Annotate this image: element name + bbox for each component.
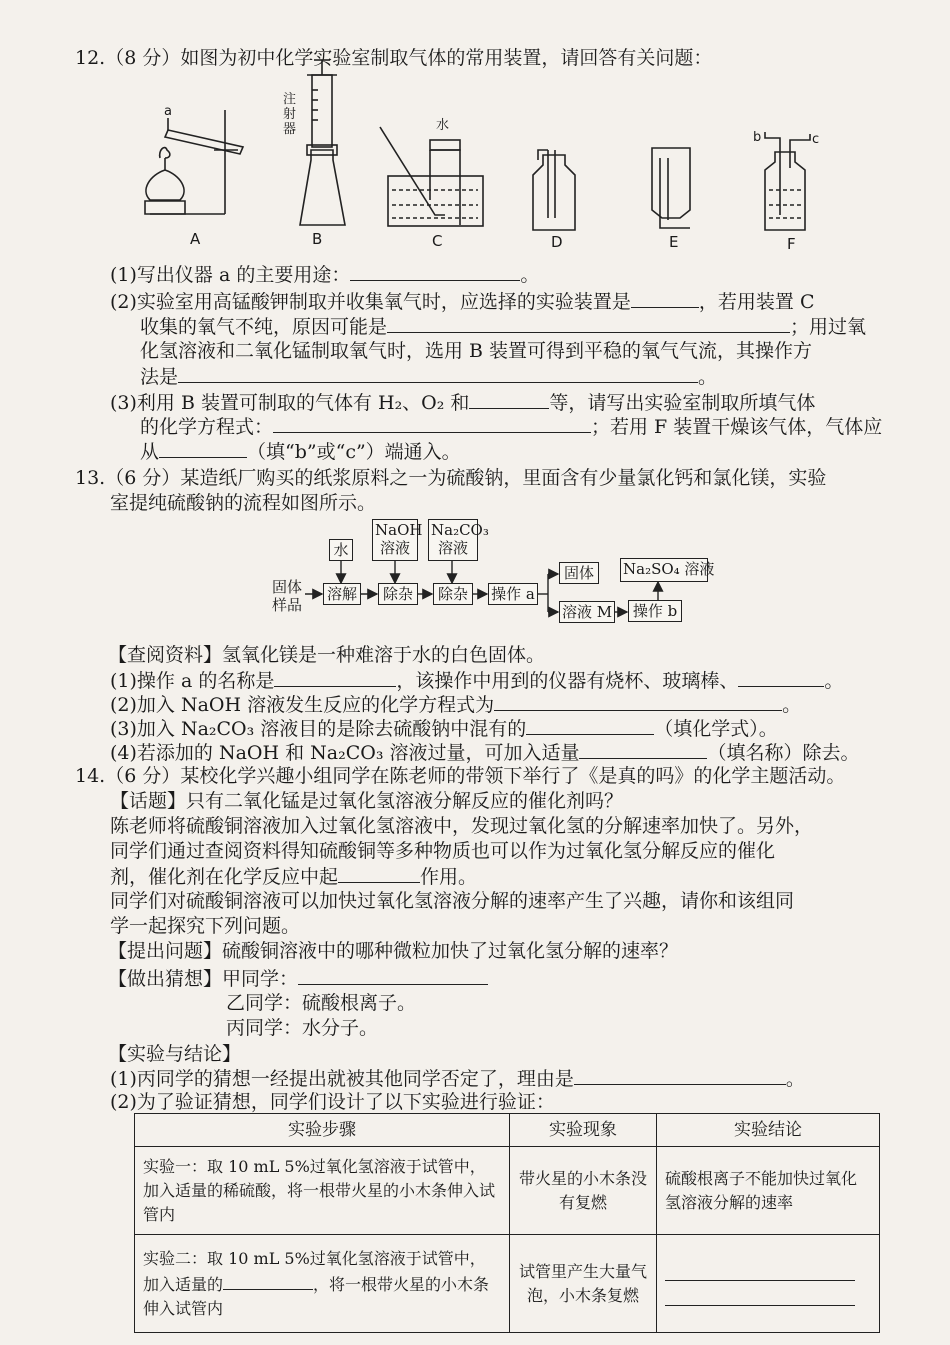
table-cell-phenomenon: 带火星的小木条没有复燃 xyxy=(510,1147,657,1235)
q14-exp-2: (2)为了验证猜想，同学们设计了以下实验进行验证： xyxy=(110,1091,555,1113)
flow-op-b-box: 操作 b xyxy=(628,600,682,622)
q14-exp-1: (1)丙同学的猜想一经提出就被其他同学否定了，理由是 。 xyxy=(110,1068,805,1090)
answer-blank[interactable] xyxy=(298,966,488,985)
table-cell-step: 实验一：取 10 mL 5%过氧化氢溶液于试管中，加入适量的稀硫酸，将一根带火星的小木条伸入试管内 xyxy=(135,1147,510,1235)
answer-blank[interactable] xyxy=(526,716,654,735)
answer-blank[interactable] xyxy=(469,390,549,409)
answer-blank[interactable] xyxy=(159,439,247,458)
flow-na2co3-box: Na₂CO₃溶液 xyxy=(428,519,478,561)
answer-blank[interactable] xyxy=(738,668,824,687)
q14-topic: 【话题】只有二氧化锰是过氧化氢溶液分解反应的催化剂吗？ xyxy=(110,790,624,812)
q12-part2-line3: 化氢溶液和二氧化锰制取氧气时，选用 B 装置可得到平稳的氧气气流，其操作方 xyxy=(140,340,813,362)
flow-na2so4-box: Na₂SO₄ 溶液 xyxy=(620,558,708,582)
port-c-label: c xyxy=(812,132,820,147)
q12-part2-line2: 收集的氧气不纯，原因可能是 ；用过氧 xyxy=(140,316,867,338)
q14-para-line4: 同学们对硫酸铜溶液可以加快过氧化氢溶液分解的速率产生了兴趣，请你和该组同 xyxy=(110,890,795,912)
apparatus-e-label: E xyxy=(669,233,679,251)
answer-blank[interactable] xyxy=(273,414,591,433)
table-header-row xyxy=(135,1114,880,1147)
table-row xyxy=(135,1235,880,1333)
q12-part2: (2)实验室用高锰酸钾制取并收集氧气时，应选择的实验装置是 ，若用装置 C xyxy=(110,291,815,313)
q13-header-line2: 室提纯硫酸钠的流程如图所示。 xyxy=(110,492,377,514)
table-cell-phenomenon: 试管里产生大量气泡，小木条复燃 xyxy=(510,1235,657,1333)
apparatus-b-label: B xyxy=(312,230,323,248)
table-header: 实验结论 xyxy=(657,1114,880,1147)
instrument-a-label: a xyxy=(164,104,172,119)
answer-blank[interactable] xyxy=(387,314,790,333)
apparatus-c-label: C xyxy=(432,232,443,250)
q14-guess-b: 乙同学：硫酸根离子。 xyxy=(226,992,417,1014)
flow-solution-m-box: 溶液 M xyxy=(559,601,615,623)
answer-blank[interactable] xyxy=(274,668,396,687)
apparatus-d-label: D xyxy=(551,233,563,251)
apparatus-f-label: F xyxy=(787,235,796,253)
flow-sample: 固体样品 xyxy=(271,578,302,614)
table-header: 实验步骤 xyxy=(135,1114,510,1147)
flow-naoh-box: NaOH溶液 xyxy=(372,519,418,561)
table-header: 实验现象 xyxy=(510,1114,657,1147)
answer-blank[interactable] xyxy=(574,1066,786,1085)
answer-blank[interactable] xyxy=(631,289,699,308)
q13-part4: (4)若添加的 NaOH 和 Na₂CO₃ 溶液过量，可加入适量 （填名称）除去。 xyxy=(110,742,860,764)
port-b-label: b xyxy=(753,130,762,145)
answer-blank[interactable] xyxy=(350,262,520,281)
table-row xyxy=(135,1147,880,1235)
q14-exp-head: 【实验与结论】 xyxy=(108,1043,242,1065)
answer-blank[interactable] xyxy=(178,364,698,383)
q12-part3-line2: 的化学方程式： ；若用 F 装置干燥该气体，气体应 xyxy=(140,416,883,438)
table-cell-step: 实验二：取 10 mL 5%过氧化氢溶液于试管中，加入适量的 ，将一根带火星的小木条伸入试管内 xyxy=(135,1235,510,1333)
q13-info: 【查阅资料】氢氧化镁是一种难溶于水的白色固体。 xyxy=(108,644,546,666)
apparatus-a-label: A xyxy=(190,230,201,248)
q14-para-line3: 剂，催化剂在化学反应中起 作用。 xyxy=(110,866,478,888)
flow-water-box: 水 xyxy=(329,539,353,561)
answer-blank[interactable] xyxy=(338,864,420,883)
q12-part1: (1)写出仪器 a 的主要用途： 。 xyxy=(110,264,540,286)
flow-solid-box: 固体 xyxy=(559,562,599,584)
q13-part3: (3)加入 Na₂CO₃ 溶液目的是除去硫酸钠中混有的 （填化学式）。 xyxy=(110,718,778,740)
flow-op-a-box: 操作 a xyxy=(488,583,538,605)
q12-part3: (3)利用 B 装置可制取的气体有 H₂、O₂ 和 等，请写出实验室制取所填气体 xyxy=(110,392,816,414)
flow-dissolve-box: 溶解 xyxy=(323,583,361,605)
flow-remove1-box: 除杂 xyxy=(378,583,418,605)
q12-header: 12.（8 分）如图为初中化学实验室制取气体的常用装置，请回答有关问题： xyxy=(75,47,713,69)
flow-remove2-box: 除杂 xyxy=(433,583,473,605)
q13-part2: (2)加入 NaOH 溶液发生反应的化学方程式为 。 xyxy=(110,694,802,716)
answer-blank[interactable] xyxy=(665,1287,855,1306)
q14-question: 【提出问题】硫酸铜溶液中的哪种微粒加快了过氧化氢分解的速率？ xyxy=(108,940,679,962)
q14-guess-a: 【做出猜想】甲同学： xyxy=(108,966,488,991)
syringe-label: 注射器 xyxy=(283,92,297,137)
q13-header: 13.（6 分）某造纸厂购买的纸浆原料之一为硫酸钠，里面含有少量氯化钙和氯化镁，实验 xyxy=(75,467,827,489)
table-cell-conclusion xyxy=(657,1235,880,1333)
q12-part2-line4: 法是 。 xyxy=(140,366,718,388)
q12-part3-line3: 从 （填“b”或“c”）端通入。 xyxy=(140,441,461,463)
answer-blank[interactable] xyxy=(223,1271,313,1290)
q13-part1: (1)操作 a 的名称是 ，该操作中用到的仪器有烧杯、玻璃棒、 。 xyxy=(110,670,844,692)
table-cell-conclusion: 硫酸根离子不能加快过氧化氢溶液分解的速率 xyxy=(657,1147,880,1235)
q14-para-line1: 陈老师将硫酸铜溶液加入过氧化氢溶液中，发现过氧化氢的分解速率加快了。另外， xyxy=(110,815,814,837)
q14-para-line5: 学一起探究下列问题。 xyxy=(110,915,301,937)
answer-blank[interactable] xyxy=(494,692,782,711)
experiment-table xyxy=(134,1113,880,1333)
q14-para-line2: 同学们通过查阅资料得知硫酸铜等多种物质也可以作为过氧化氢分解反应的催化 xyxy=(110,840,776,862)
answer-blank[interactable] xyxy=(579,740,707,759)
answer-blank[interactable] xyxy=(665,1262,855,1281)
q14-header: 14.（6 分）某校化学兴趣小组同学在陈老师的带领下举行了《是真的吗》的化学主题活动。 xyxy=(75,765,846,787)
q14-guess-c: 丙同学：水分子。 xyxy=(226,1017,379,1039)
water-label: 水 xyxy=(436,118,450,133)
